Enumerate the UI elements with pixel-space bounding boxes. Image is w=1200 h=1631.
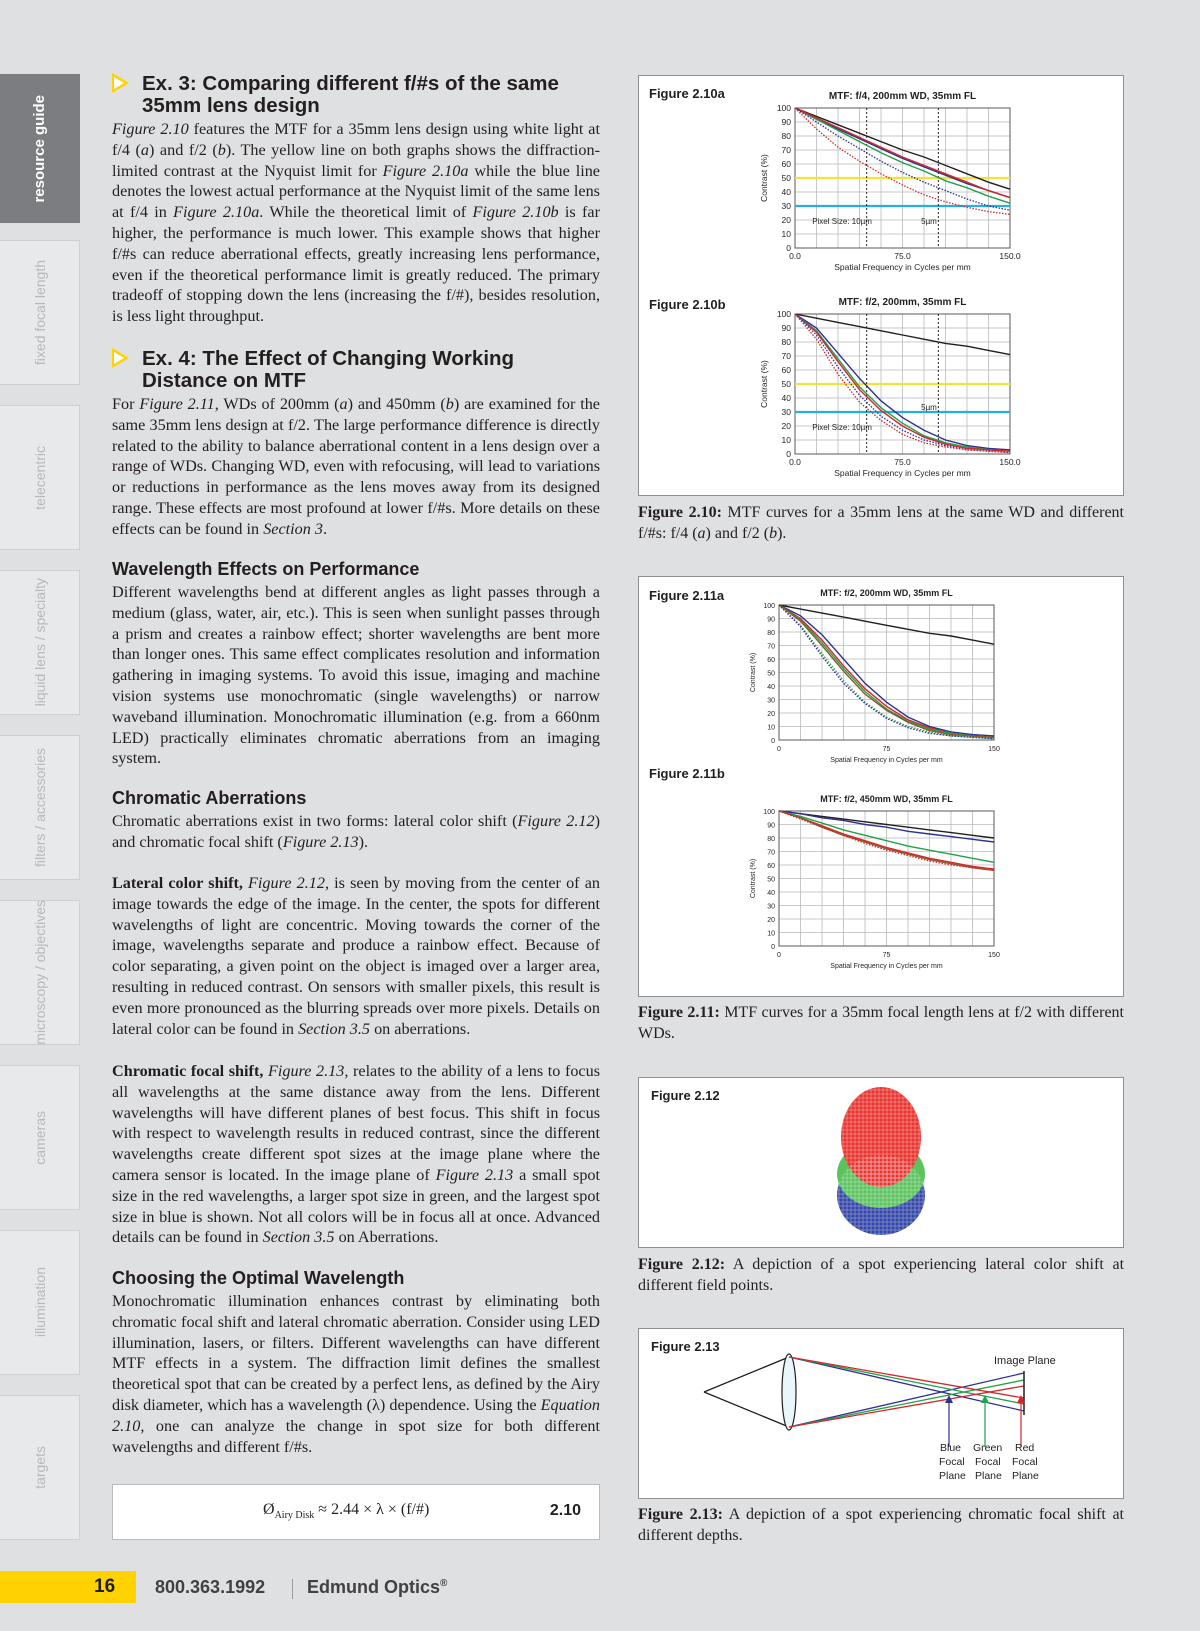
figure-2-13-box — [638, 1328, 1124, 1499]
ref: a — [339, 395, 348, 413]
y-tick-label: 70 — [767, 849, 775, 857]
ref: Figure 2.10a — [173, 203, 260, 222]
spot-grid — [841, 1087, 921, 1187]
y-tick-label: 90 — [767, 616, 775, 624]
red-ray — [789, 1386, 1024, 1427]
phone-number[interactable]: 800.363.1992 — [155, 1577, 266, 1597]
ref: Figure 2.13 — [282, 832, 359, 851]
y-tick-label: 50 — [767, 670, 775, 678]
figure-2-12-box — [638, 1077, 1124, 1248]
lateral-color-spot-illustration — [819, 1082, 939, 1244]
ref: Section 3.5 — [298, 1019, 371, 1038]
equation — [263, 1501, 429, 1521]
text: For — [112, 395, 140, 413]
y-tick-label: 60 — [781, 365, 791, 375]
focal-label: Plane — [975, 1470, 1002, 1482]
optimal-paragraph — [112, 1291, 600, 1457]
x-tick-label: 0 — [777, 952, 781, 959]
side-tab-label: illumination — [31, 1267, 48, 1338]
ex3-heading — [112, 73, 602, 117]
y-tick-label: 100 — [776, 103, 791, 113]
x-tick-label: 75 — [882, 746, 891, 753]
y-tick-label: 70 — [767, 643, 775, 651]
focal-label: Plane — [1012, 1470, 1039, 1482]
text: a small spot size in the red wavelengths, a larger spot size in green, and the largest spot size in blue is shown. Not all colors will be in focus all at once. Advanced details can be found in — [112, 1165, 600, 1247]
focal-label: Blue — [940, 1442, 962, 1454]
equation-symbol: Ø — [263, 1501, 275, 1518]
y-tick-label: 30 — [781, 201, 791, 211]
annotation: 5µm — [921, 217, 937, 227]
caption-lead: Figure 2.13: — [638, 1506, 723, 1523]
focal-paragraph — [112, 1061, 600, 1248]
y-axis-label: Contrast (%) — [750, 652, 757, 693]
page-number-bar — [0, 1571, 136, 1603]
ref: Section 3.5 — [262, 1228, 335, 1247]
text: ). — [777, 524, 787, 542]
text: ) are examined for the same 35mm lens design at f/2. The large performance difference is directly related to the ability to balance aberrational content in a lens design over a range of WDs. Changing WD, even with refocusing, will lead to variations or reductions in performance as the lens moves away from its designed range. These effects are most profound at lower f/#s. More details on these effects can be found in — [112, 395, 600, 538]
equation-number: 2.10 — [549, 1502, 581, 1519]
y-tick-label: 20 — [781, 215, 791, 225]
wavelength-heading: Wavelength Effects on Performance — [112, 559, 420, 579]
x-tick-label: 0.0 — [789, 457, 801, 467]
chromatic-heading: Chromatic Aberrations — [112, 788, 307, 808]
x-tick-label: 150.0 — [999, 457, 1021, 467]
ex4-paragraph — [112, 394, 600, 540]
image-plane-label: Image Plane — [994, 1355, 1056, 1367]
mtf-chart-2-10a — [739, 82, 1119, 287]
ref: Section 3 — [263, 519, 323, 538]
annotation: 5µm — [921, 403, 937, 413]
figure-label: Figure 2.11a — [649, 588, 725, 603]
y-tick-label: 0 — [771, 944, 775, 951]
ref: b — [769, 524, 778, 542]
text: on Aberrations. — [334, 1228, 439, 1247]
y-tick-label: 80 — [767, 630, 775, 637]
registered-mark: ® — [440, 1578, 448, 1589]
y-tick-label: 100 — [763, 809, 775, 816]
focal-label: Red — [1015, 1442, 1035, 1454]
y-tick-label: 30 — [767, 697, 775, 705]
text: , WDs of 200mm ( — [214, 395, 340, 413]
ref: Figure 2.13, — [267, 1062, 349, 1080]
figure-2-12-caption — [638, 1255, 1124, 1297]
text: is far higher, the performance is much lower. This example shows that higher f/#s can reduce aberrational effects, greatly increasing lens performance, even if the theoretical performance limit is greatly reduced. The primary tradeoff of stopping down the lens (increasing the f/#), besides resolution, is less light throughput. — [112, 203, 600, 326]
annotation: Pixel Size: 10µm — [812, 217, 872, 227]
ref: Figure 2.10 — [112, 120, 189, 138]
side-tab-filters-accessories[interactable] — [0, 735, 80, 880]
y-tick-label: 10 — [767, 930, 775, 938]
ref: b — [217, 140, 226, 159]
y-tick-label: 60 — [767, 863, 775, 870]
ref: Equation 2.10, — [112, 1395, 600, 1435]
y-tick-label: 50 — [781, 379, 791, 389]
caption-lead: Figure 2.11: — [638, 1004, 720, 1021]
figure-2-11-box — [638, 576, 1124, 997]
ex4-heading — [112, 348, 602, 392]
chart-title: MTF: f/4, 200mm WD, 35mm FL — [828, 91, 977, 102]
text: while the blue line denotes the lowest actual performance at the Nyquist limit of the same lens at f/4 in — [112, 161, 600, 222]
y-tick-label: 70 — [781, 145, 791, 155]
y-tick-label: 20 — [781, 421, 791, 431]
side-tab-label: resource guide — [31, 94, 48, 203]
y-axis-label: Contrast (%) — [759, 154, 769, 202]
y-tick-label: 90 — [781, 117, 791, 127]
text: MTF curves for a 35mm lens at the same WD and different f/#s: f/4 ( — [638, 504, 1125, 542]
text: ). The yellow line on both graphs shows the diffraction-limited contrast at the Nyquist limit for — [112, 140, 600, 180]
y-tick-label: 90 — [767, 822, 775, 830]
focal-label: Green — [973, 1442, 1003, 1454]
text: ). — [358, 832, 369, 851]
text: ) and f/2 ( — [149, 140, 218, 159]
focal-label: Focal — [975, 1456, 1001, 1468]
text: ) and chromatic focal shift ( — [112, 812, 600, 851]
page-number: 16 — [94, 1576, 116, 1597]
x-tick-label: 75.0 — [894, 457, 911, 467]
focal-label: Plane — [939, 1470, 966, 1482]
text: on aberrations. — [370, 1019, 471, 1038]
y-tick-label: 100 — [763, 603, 775, 610]
y-tick-label: 70 — [781, 351, 791, 361]
y-axis-label: Contrast (%) — [759, 360, 769, 408]
y-tick-label: 80 — [781, 337, 791, 347]
focal-label: Focal — [1012, 1456, 1038, 1468]
lead: Chromatic focal shift, — [112, 1062, 264, 1080]
side-tab-microscopy-objectives[interactable] — [0, 900, 80, 1045]
y-tick-label: 40 — [767, 890, 775, 897]
text: . While the theoretical limit of — [259, 203, 473, 222]
lateral-paragraph — [112, 873, 600, 1039]
y-tick-label: 100 — [776, 309, 791, 319]
y-tick-label: 90 — [781, 323, 791, 333]
ref: Figure 2.10a — [382, 161, 469, 180]
figure-2-13-caption — [638, 1505, 1124, 1547]
caption-lead: Figure 2.10: — [638, 504, 722, 521]
text: A depiction of a spot experiencing chromatic focal shift at different depths. — [638, 1506, 1124, 1544]
figure-2-11-caption — [638, 1003, 1124, 1045]
y-tick-label: 20 — [767, 711, 775, 718]
equation-box — [112, 1484, 600, 1540]
x-axis-label: Spatial Frequency in Cycles per mm — [834, 468, 971, 478]
equation-rhs: ≈ 2.44 × λ × (f/#) — [318, 1501, 430, 1518]
text: MTF curves for a 35mm focal length lens at f/2 with different WDs. — [638, 1004, 1124, 1042]
side-tab-liquid-lens-specialty[interactable] — [0, 570, 80, 715]
text: ) and 450mm ( — [347, 395, 446, 413]
side-tab-label: telecentric — [31, 445, 48, 510]
figure-2-10-caption — [638, 503, 1124, 545]
side-tab-label: liquid lens / specialty — [31, 578, 48, 707]
figure-label: Figure 2.12 — [651, 1088, 720, 1103]
x-axis-label: Spatial Frequency in Cycles per mm — [834, 262, 971, 272]
figure-label: Figure 2.13 — [651, 1339, 720, 1354]
ref: b — [445, 395, 454, 413]
side-tab-resource-guide[interactable] — [0, 74, 80, 223]
y-tick-label: 0 — [771, 738, 775, 745]
ref: a — [140, 140, 149, 159]
ref: Figure 2.12, — [248, 874, 330, 892]
heading-arrow-icon — [112, 73, 129, 93]
side-tab-label: microscopy / objectives — [31, 900, 48, 1045]
ex3-paragraph — [112, 119, 600, 327]
text: . — [322, 519, 328, 538]
x-tick-label: 0 — [777, 746, 781, 753]
ref: Figure 2.12 — [517, 812, 595, 830]
wavelength-paragraph: Different wavelengths bend at different angles as light passes through a medium (glass, water, air, etc.). This is seen when sunlight passes through a prism and creates a rainbow effect; shorter wavelengths are bent more than longer ones. This same effect complicates resolution and information gathering in imaging systems. To avoid this issue, imaging and machine vision systems use monochromatic (single wavelengths) or narrow waveband illumination. Monochromatic illumination (e.g. from a 660nm LED) practically eliminates chromatic aberrations from an imaging system. — [112, 583, 600, 768]
y-tick-label: 0 — [786, 243, 791, 253]
annotation: Pixel Size: 10µm — [812, 423, 872, 433]
focal-label: Focal — [939, 1456, 965, 1468]
side-tab-label: targets — [31, 1446, 48, 1489]
ref: Figure 2.10b — [472, 203, 559, 222]
y-tick-label: 60 — [781, 159, 791, 169]
caption-lead: Figure 2.12: — [638, 1256, 726, 1273]
text: Monochromatic illumination enhances contrast by eliminating both chromatic focal shift and lateral chromatic aberration. Consider using LED illumination, lasers, or filters. Different wavelengths can have different MTF effects in a system. The diffraction limit defines the smallest theoretical spot that can be created by a perfect lens, as defined by the Airy disk diameter, which has a wavelength (λ) dependence. Using the — [112, 1292, 600, 1414]
brand-text: Edmund Optics — [307, 1577, 441, 1597]
y-tick-label: 20 — [767, 917, 775, 924]
y-tick-label: 60 — [767, 657, 775, 664]
y-tick-label: 30 — [781, 407, 791, 417]
text: relates to the ability of a lens to focus all wavelengths at the same distance away from the lens. Different wavelengths will have different planes of best focus. This shift in focus with respect to wavelength results in reduced contrast, since the different wavelengths create different spot sizes at the image plane where the camera sensor is located. In the image plane of — [112, 1062, 601, 1184]
side-tab-targets[interactable] — [0, 1395, 80, 1540]
y-tick-label: 40 — [781, 393, 791, 403]
lead: Lateral color shift, — [112, 874, 243, 892]
chart-title: MTF: f/2, 200mm, 35mm FL — [838, 297, 967, 308]
figure-label: Figure 2.11b — [649, 766, 725, 781]
y-axis-label: Contrast (%) — [750, 858, 757, 899]
x-tick-label: 75 — [882, 952, 891, 959]
heading-arrow-icon — [112, 348, 129, 368]
text: is seen by moving from the center of an image towards the edge of the image. In the center, the spots for different wavelengths of light are concentric. Moving towards the corner of the image, wavelengths separate and produce a rainbow effect. Because of color separating, a given point on the object is imaged over a larger area, resulting in reduced contrast. On sensors with smaller pixels, this result is even more pronounced as the blurring spreads over more pixels. Details on lateral color can be found in — [112, 874, 600, 1038]
figure-2-10-box — [638, 75, 1124, 496]
y-tick-label: 10 — [781, 435, 791, 445]
y-tick-label: 0 — [786, 449, 791, 459]
y-tick-label: 40 — [781, 187, 791, 197]
y-tick-label: 10 — [767, 724, 775, 732]
ex4-heading-text: Ex. 4: The Effect of Changing Working Distance on MTF — [142, 347, 515, 392]
side-tab-telecentric[interactable] — [0, 405, 80, 550]
x-tick-label: 75.0 — [894, 251, 911, 261]
side-tab-illumination[interactable] — [0, 1230, 80, 1375]
ref: a — [697, 524, 706, 542]
figure-label: Figure 2.10b — [649, 297, 726, 312]
ray — [704, 1392, 789, 1427]
y-tick-label: 50 — [767, 876, 775, 884]
mtf-chart-2-11a — [739, 583, 1119, 783]
x-axis-label: Spatial Frequency in Cycles per mm — [830, 963, 943, 970]
text: features the MTF for a 35mm lens design using white light at f/4 ( — [112, 120, 600, 159]
optimal-heading: Choosing the Optimal Wavelength — [112, 1268, 405, 1288]
lens-icon — [782, 1354, 796, 1430]
y-tick-label: 10 — [781, 229, 791, 239]
text: one can analyze the change in spot size for both different wavelengths and different f/#s. — [112, 1416, 600, 1456]
ref: Figure 2.11 — [139, 395, 215, 413]
chart-title: MTF: f/2, 450mm WD, 35mm FL — [820, 794, 953, 804]
text: A depiction of a spot experiencing lateral color shift at different field points. — [638, 1256, 1125, 1294]
ref: Figure 2.13 — [435, 1165, 514, 1184]
footer-divider — [292, 1579, 293, 1599]
x-tick-label: 150 — [988, 746, 1000, 753]
text: Chromatic aberrations exist in two forms: lateral color shift ( — [112, 812, 518, 830]
x-axis-label: Spatial Frequency in Cycles per mm — [830, 757, 943, 764]
ex3-heading-text: Ex. 3: Comparing different f/#s of the same 35mm lens design — [142, 72, 559, 117]
equation-subscript: Airy Disk — [274, 1510, 315, 1522]
y-tick-label: 40 — [767, 684, 775, 691]
chromatic-paragraph — [112, 811, 600, 853]
side-tab-label: fixed focal length — [31, 259, 48, 366]
text: ) and f/2 ( — [705, 524, 770, 542]
side-tab-fixed-focal-length[interactable] — [0, 240, 80, 385]
y-tick-label: 50 — [781, 173, 791, 183]
figure-label: Figure 2.10a — [649, 86, 725, 101]
side-tab-label: cameras — [31, 1110, 48, 1165]
y-tick-label: 30 — [767, 903, 775, 911]
y-tick-label: 80 — [767, 836, 775, 843]
x-tick-label: 0.0 — [789, 251, 801, 261]
side-tab-label: filters / accessories — [31, 747, 48, 868]
chart-title: MTF: f/2, 200mm WD, 35mm FL — [820, 588, 953, 598]
chromatic-focal-shift-diagram — [639, 1329, 1123, 1498]
x-tick-label: 150 — [988, 952, 1000, 959]
mtf-chart-2-10b — [739, 288, 1119, 493]
side-tab-cameras[interactable] — [0, 1065, 80, 1210]
ray — [704, 1357, 789, 1392]
x-tick-label: 150.0 — [999, 251, 1021, 261]
y-tick-label: 80 — [781, 131, 791, 141]
mtf-chart-2-11b — [739, 789, 1119, 989]
brand-name — [307, 1577, 447, 1598]
